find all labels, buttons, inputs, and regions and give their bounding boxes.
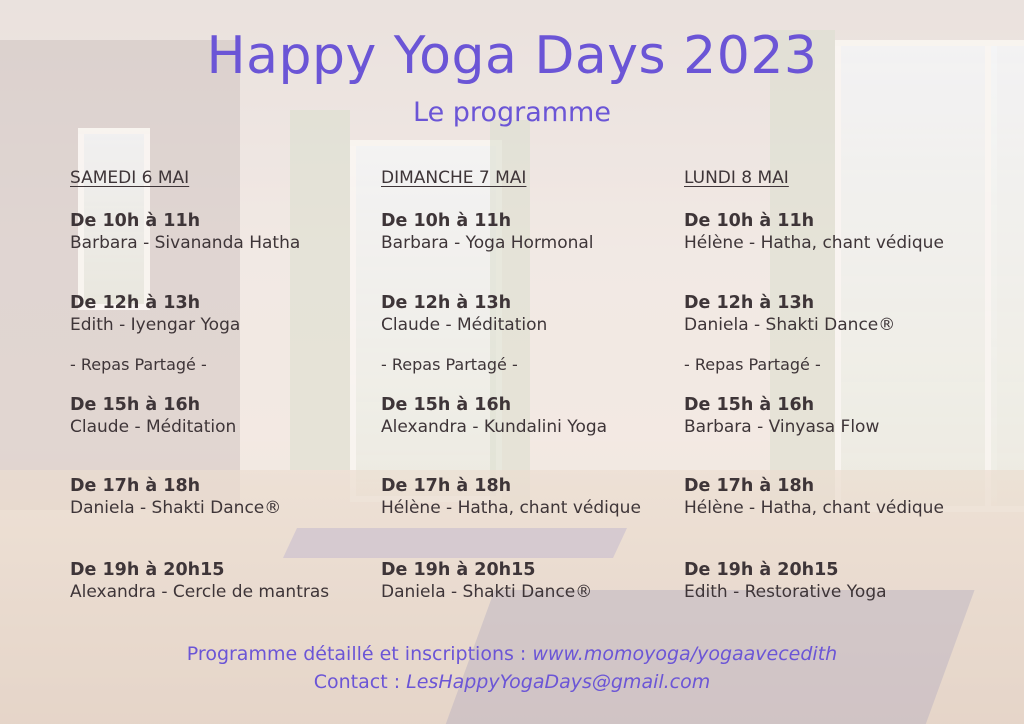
session-time: De 12h à 13h [70, 293, 201, 313]
program-label: Programme détaillé et inscriptions : [186, 643, 533, 665]
contact-label: Contact : [313, 671, 407, 693]
session-slot [381, 475, 641, 519]
session-time: De 10h à 11h [70, 211, 201, 231]
day-header: SAMEDI 6 MAI [70, 168, 190, 188]
program-link[interactable]: www.momoyoga/yogaavecedith [532, 643, 838, 665]
session-desc: Hélène - Hatha, chant védique [684, 233, 944, 253]
footer-program-line [0, 643, 1024, 665]
session-time: De 15h à 16h [70, 395, 201, 415]
session-slot [70, 394, 236, 438]
day-column-saturday [70, 168, 390, 602]
session-time: De 17h à 18h [684, 476, 815, 496]
session-slot [684, 292, 895, 336]
day-header: DIMANCHE 7 MAI [381, 168, 527, 188]
session-time: De 19h à 20h15 [684, 560, 839, 580]
session-time: De 19h à 20h15 [381, 560, 536, 580]
session-desc: Edith - Iyengar Yoga [70, 315, 241, 335]
session-time: De 15h à 16h [684, 395, 815, 415]
session-desc: Daniela - Shakti Dance® [684, 315, 896, 335]
page-subtitle: Le programme [413, 97, 611, 128]
session-desc: Barbara - Sivananda Hatha [70, 233, 301, 253]
session-desc: Barbara - Vinyasa Flow [684, 417, 880, 437]
meal-break: - Repas Partagé - [70, 355, 207, 374]
session-slot [684, 210, 944, 254]
day-header: LUNDI 8 MAI [684, 168, 789, 188]
day-column-monday [684, 168, 1004, 602]
session-slot [70, 559, 329, 603]
session-slot [684, 394, 879, 438]
session-time: De 12h à 13h [381, 293, 512, 313]
session-desc: Hélène - Hatha, chant védique [381, 498, 641, 518]
session-time: De 10h à 11h [684, 211, 815, 231]
session-desc: Barbara - Yoga Hormonal [381, 233, 594, 253]
session-desc: Hélène - Hatha, chant védique [684, 498, 944, 518]
page-title: Happy Yoga Days 2023 [206, 26, 818, 86]
session-slot [70, 292, 240, 336]
session-desc: Claude - Méditation [70, 417, 237, 437]
session-slot [70, 210, 300, 254]
session-slot [381, 559, 592, 603]
session-desc: Alexandra - Kundalini Yoga [381, 417, 608, 437]
session-slot [684, 559, 887, 603]
contact-email-link[interactable]: LesHappyYogaDays@gmail.com [406, 671, 711, 693]
session-time: De 15h à 16h [381, 395, 512, 415]
session-desc: Alexandra - Cercle de mantras [70, 582, 330, 602]
session-time: De 17h à 18h [70, 476, 201, 496]
footer-contact-line [0, 671, 1024, 693]
session-time: De 19h à 20h15 [70, 560, 225, 580]
session-desc: Claude - Méditation [381, 315, 548, 335]
session-slot [381, 394, 607, 438]
day-column-sunday [381, 168, 701, 602]
meal-break: - Repas Partagé - [381, 355, 518, 374]
session-slot [684, 475, 944, 519]
session-desc: Edith - Restorative Yoga [684, 582, 887, 602]
session-desc: Daniela - Shakti Dance® [70, 498, 282, 518]
session-slot [70, 475, 281, 519]
session-desc: Daniela - Shakti Dance® [381, 582, 593, 602]
meal-break: - Repas Partagé - [684, 355, 821, 374]
session-slot [381, 292, 547, 336]
session-time: De 10h à 11h [381, 211, 512, 231]
session-time: De 17h à 18h [381, 476, 512, 496]
session-time: De 12h à 13h [684, 293, 815, 313]
session-slot [381, 210, 594, 254]
